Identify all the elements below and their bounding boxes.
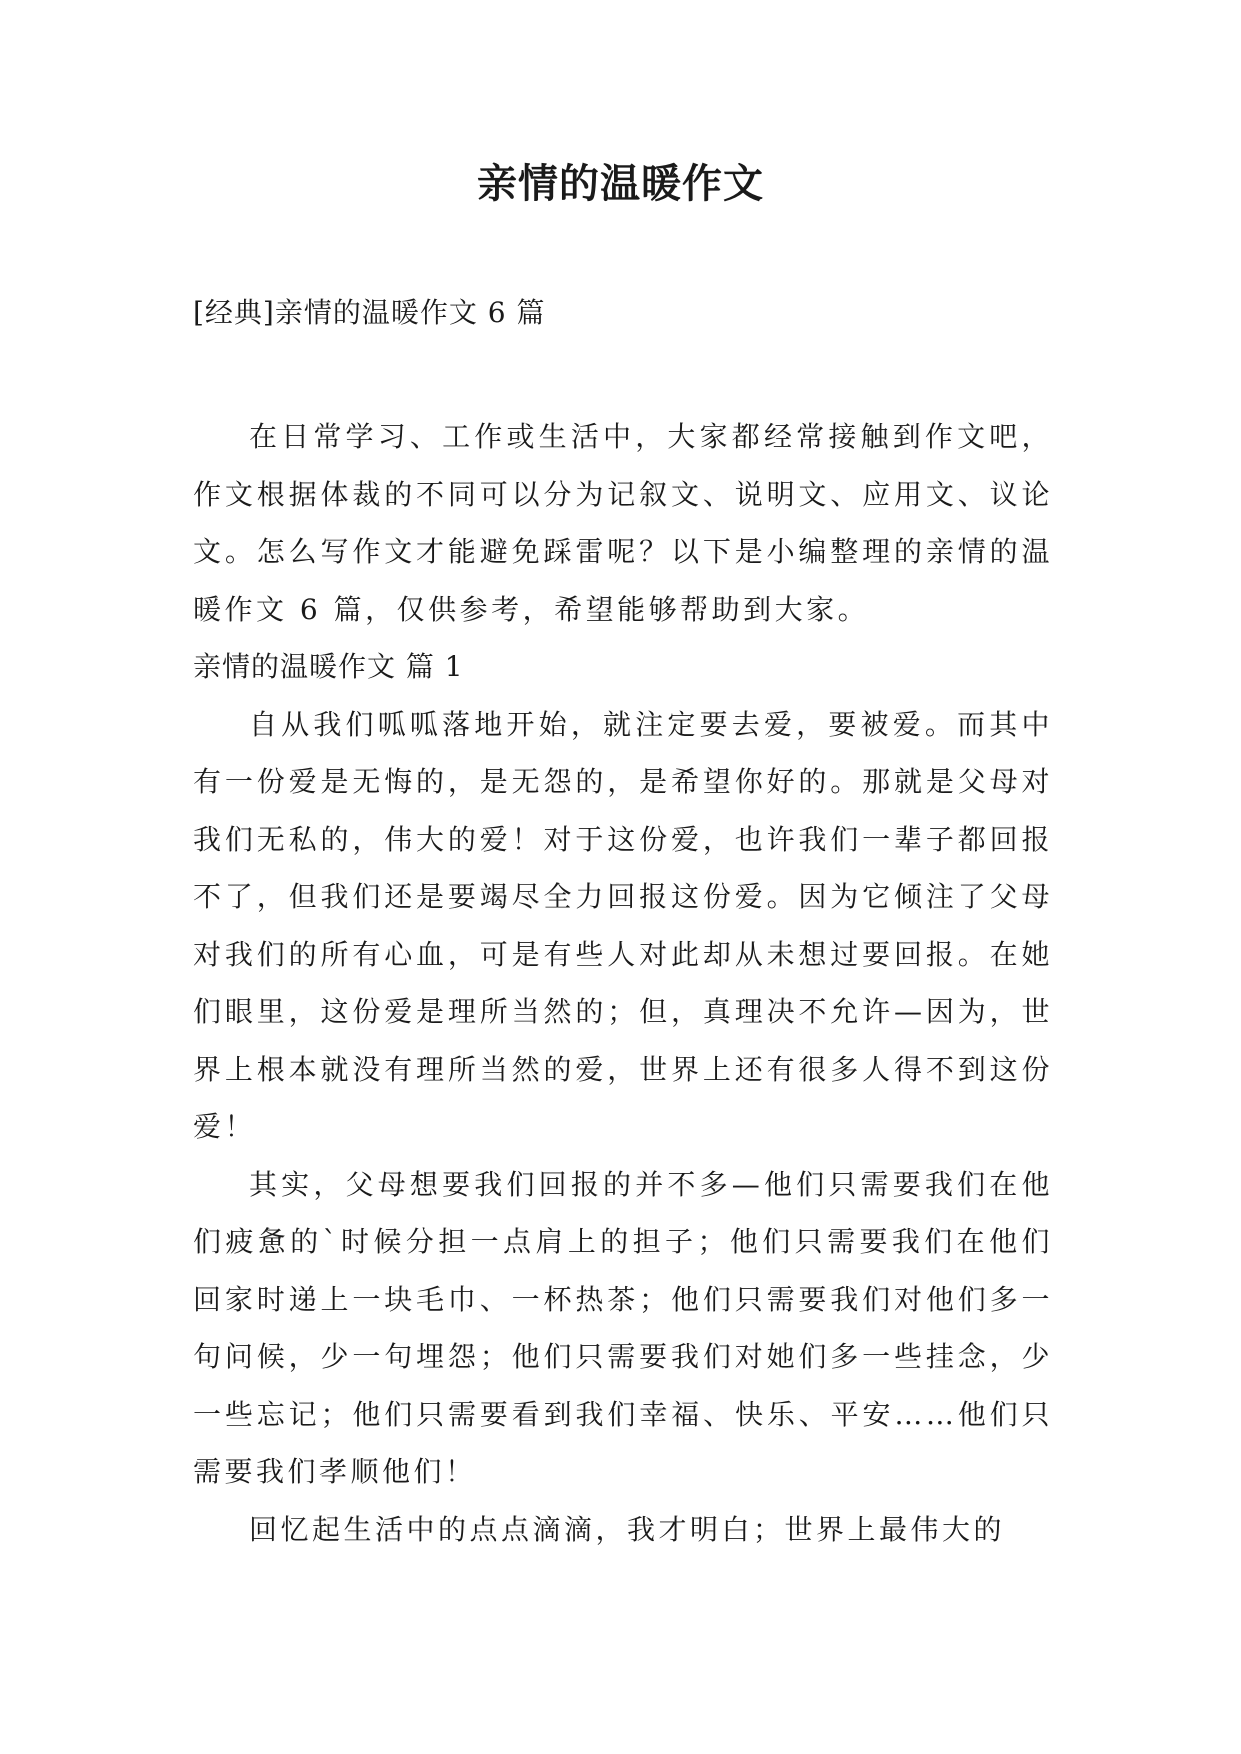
body-paragraph: 其实，父母想要我们回报的并不多—他们只需要我们在他们疲惫的`时候分担一点肩上的担子；他们只需要我们在他们回家时递上一块毛巾、一杯热茶；他们只需要我们对他们多一句问候，少一句埋怨；他们只需要我们对她们多一些挂念，少一些忘记；他们只需要看到我们幸福、快乐、平安……他们只需要我们孝顺他们！	[193, 1167, 1053, 1488]
document-subtitle: [经典]亲情的温暖作文 6 篇	[193, 296, 546, 329]
section-heading: 亲情的温暖作文 篇 1	[193, 650, 464, 683]
intro-paragraph: 在日常学习、工作或生活中，大家都经常接触到作文吧，作文根据体裁的不同可以分为记叙文、说明文、应用文、议论文。怎么写作文才能避免踩雷呢？以下是小编整理的亲情的温暖作文 6 篇，仅供参考，希望能够帮助到大家。	[193, 420, 1053, 626]
document-title: 亲情的温暖作文	[477, 160, 764, 207]
document-body	[193, 408, 1053, 1558]
body-paragraph: 自从我们呱呱落地开始，就注定要去爱，要被爱。而其中有一份爱是无悔的，是无怨的，是希望你好的。那就是父母对我们无私的，伟大的爱！对于这份爱，也许我们一辈子都回报不了，但我们还是要竭尽全力回报这份爱。因为它倾注了父母对我们的所有心血，可是有些人对此却从未想过要回报。在她们眼里，这份爱是理所当然的；但，真理决不允许—因为，世界上根本就没有理所当然的爱，世界上还有很多人得不到这份爱！	[193, 707, 1053, 1143]
body-paragraph: 回忆起生活中的点点滴滴，我才明白；世界上最伟大的	[249, 1512, 1006, 1546]
